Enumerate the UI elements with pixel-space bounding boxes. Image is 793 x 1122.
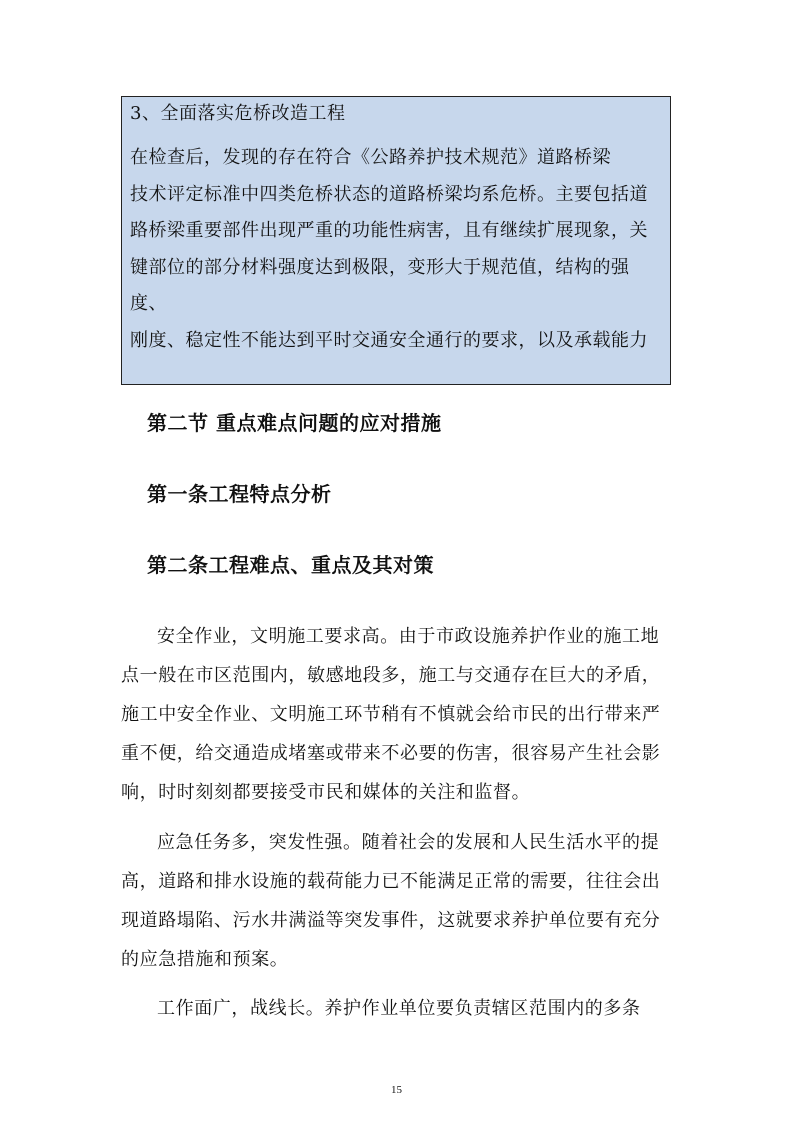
box-line: 3、全面落实危桥改造工程 bbox=[130, 103, 346, 124]
section-heading: 第二节 重点难点问题的应对措施 bbox=[147, 411, 442, 435]
paragraph-line: 点一般在市区范围内，敏感地段多，施工与交通存在巨大的矛盾， bbox=[121, 665, 661, 686]
paragraph-line: 应急任务多，突发性强。随着社会的发展和人民生活水平的提 bbox=[157, 832, 660, 853]
paragraph-line: 工作面广，战线长。养护作业单位要负责辖区范围内的多条 bbox=[157, 998, 641, 1019]
paragraph-line: 重不便，给交通造成堵塞或带来不必要的伤害，很容易产生社会影 bbox=[121, 743, 661, 764]
box-line: 路桥梁重要部件出现严重的功能性病害，且有继续扩展现象，关 bbox=[130, 220, 648, 241]
page-number: 15 bbox=[391, 1084, 402, 1096]
box-line: 技术评定标准中四类危桥状态的道路桥梁均系危桥。主要包括道 bbox=[130, 184, 648, 205]
paragraph-line: 安全作业，文明施工要求高。由于市政设施养护作业的施工地 bbox=[157, 626, 660, 647]
paragraph-line: 的应急措施和预案。 bbox=[121, 949, 289, 970]
paragraph-line: 响，时时刻刻都要接受市民和媒体的关注和监督。 bbox=[121, 782, 531, 803]
paragraph-line: 施工中安全作业、文明施工环节稍有不慎就会给市民的出行带来严 bbox=[121, 704, 661, 725]
highlighted-text-box bbox=[121, 96, 671, 385]
paragraph-line: 现道路塌陷、污水井满溢等突发事件，这就要求养护单位要有充分 bbox=[121, 910, 661, 931]
box-line: 在检查后，发现的存在符合《公路养护技术规范》道路桥梁 bbox=[130, 147, 611, 168]
box-line: 度、 bbox=[130, 293, 167, 314]
box-line: 键部位的部分材料强度达到极限，变形大于规范值，结构的强 bbox=[130, 257, 630, 278]
paragraph-line: 高，道路和排水设施的载荷能力已不能满足正常的需要，往往会出 bbox=[121, 871, 661, 892]
box-line: 刚度、稳定性不能达到平时交通安全通行的要求，以及承载能力 bbox=[130, 330, 648, 351]
section-heading: 第二条工程难点、重点及其对策 bbox=[147, 553, 434, 577]
section-heading: 第一条工程特点分析 bbox=[147, 482, 332, 506]
